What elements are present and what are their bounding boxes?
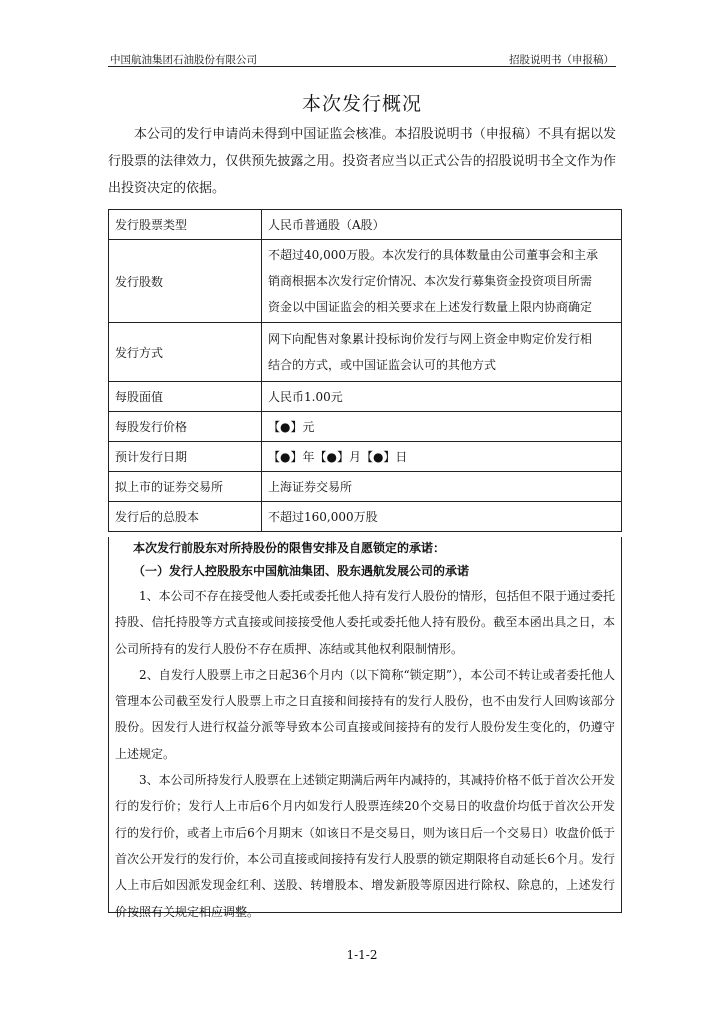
row-label: 每股面值	[109, 382, 262, 412]
lockup-commitments-section	[108, 537, 622, 919]
intro-paragraph: 本公司的发行申请尚未得到中国证监会核准。本招股说明书（申报稿）不具有据以发行股票的法律效力，仅供预先披露之用。投资者应当以正式公告的招股说明书全文作为作出投资决定的依据。	[108, 127, 616, 196]
table-row	[109, 382, 622, 412]
header-doc-type: 招股说明书（申报稿）	[509, 54, 614, 66]
row-label: 发行股数	[109, 240, 262, 323]
row-label: 发行股票类型	[109, 210, 262, 240]
table-row	[109, 502, 622, 532]
table-row	[109, 210, 622, 240]
section-subheading: （一）发行人控股股东中国航油集团、股东遇航发展公司的承诺	[133, 564, 470, 578]
value-line: 不超过40,000万股。本次发行的具体数量由公司董事会和主承	[268, 248, 598, 262]
section-heading: 本次发行前股东对所持股份的限售安排及自愿锁定的承诺：	[133, 541, 446, 555]
commitment-paragraph: 1、本公司不存在接受他人委托或委托他人持有发行人股份的情形，包括但不限于通过委托持股、信托持股等方式直接或间接接受他人委托或委托他人持有股份。截至本函出具之日，本公司所持有的发行人股份不存在质押、冻结或其他权利限制情形。	[115, 589, 615, 656]
value-line: 结合的方式，或中国证监会认可的其他方式	[268, 358, 497, 372]
row-value	[262, 240, 622, 323]
row-label: 每股发行价格	[109, 412, 262, 442]
offering-summary-table	[108, 209, 622, 532]
row-value: 【●】年【●】月【●】日	[262, 442, 622, 472]
page-title: 本次发行概况	[301, 93, 422, 115]
row-value: 人民币普通股（A股）	[262, 210, 622, 240]
row-label: 拟上市的证券交易所	[109, 472, 262, 502]
page-header	[108, 50, 616, 67]
table-row	[109, 323, 622, 382]
table-row	[109, 240, 622, 323]
table-row	[109, 412, 622, 442]
row-label: 发行方式	[109, 323, 262, 382]
page-number: 1-1-2	[346, 948, 378, 962]
row-value: 人民币1.00元	[262, 382, 622, 412]
row-value: 不超过160,000万股	[262, 502, 622, 532]
commitment-paragraph: 3、本公司所持发行人股票在上述锁定期满后两年内减持的，其减持价格不低于首次公开发行的发行价；发行人上市后6个月内如发行人股票连续20个交易日的收盘价均低于首次公开发行的发行价，或者上市后6个月期末（如该日不是交易日，则为该日后一个交易日）收盘价低于首次公开发行的发行价，本公司直接或间接持有发行人股票的锁定期限将自动延长6个月。发行人上市后如因派发现金红利、送股、转增股本、增发新股等原因进行除权、除息的，上述发行价按照有关规定相应调整。	[115, 773, 615, 919]
row-value: 【●】元	[262, 412, 622, 442]
table-row	[109, 442, 622, 472]
row-value: 上海证券交易所	[262, 472, 622, 502]
row-label: 发行后的总股本	[109, 502, 262, 532]
value-line: 资金以中国证监会的相关要求在上述发行数量上限内协商确定	[268, 300, 593, 314]
row-label: 预计发行日期	[109, 442, 262, 472]
header-company: 中国航油集团石油股份有限公司	[110, 54, 257, 66]
value-line: 销商根据本次发行定价情况、本次发行募集资金投资项目所需	[268, 274, 593, 288]
row-value	[262, 323, 622, 382]
commitment-paragraph: 2、自发行人股票上市之日起36个月内（以下简称“锁定期”），本公司不转让或者委托他人管理本公司截至发行人股票上市之日直接和间接持有的发行人股份，也不由发行人回购该部分股份。因发行人进行权益分派等导致本公司直接或间接持有的发行人股份发生变化的，仍遵守上述规定。	[115, 667, 615, 761]
value-line: 网下向配售对象累计投标询价发行与网上资金申购定价发行相	[268, 332, 593, 346]
table-row	[109, 472, 622, 502]
